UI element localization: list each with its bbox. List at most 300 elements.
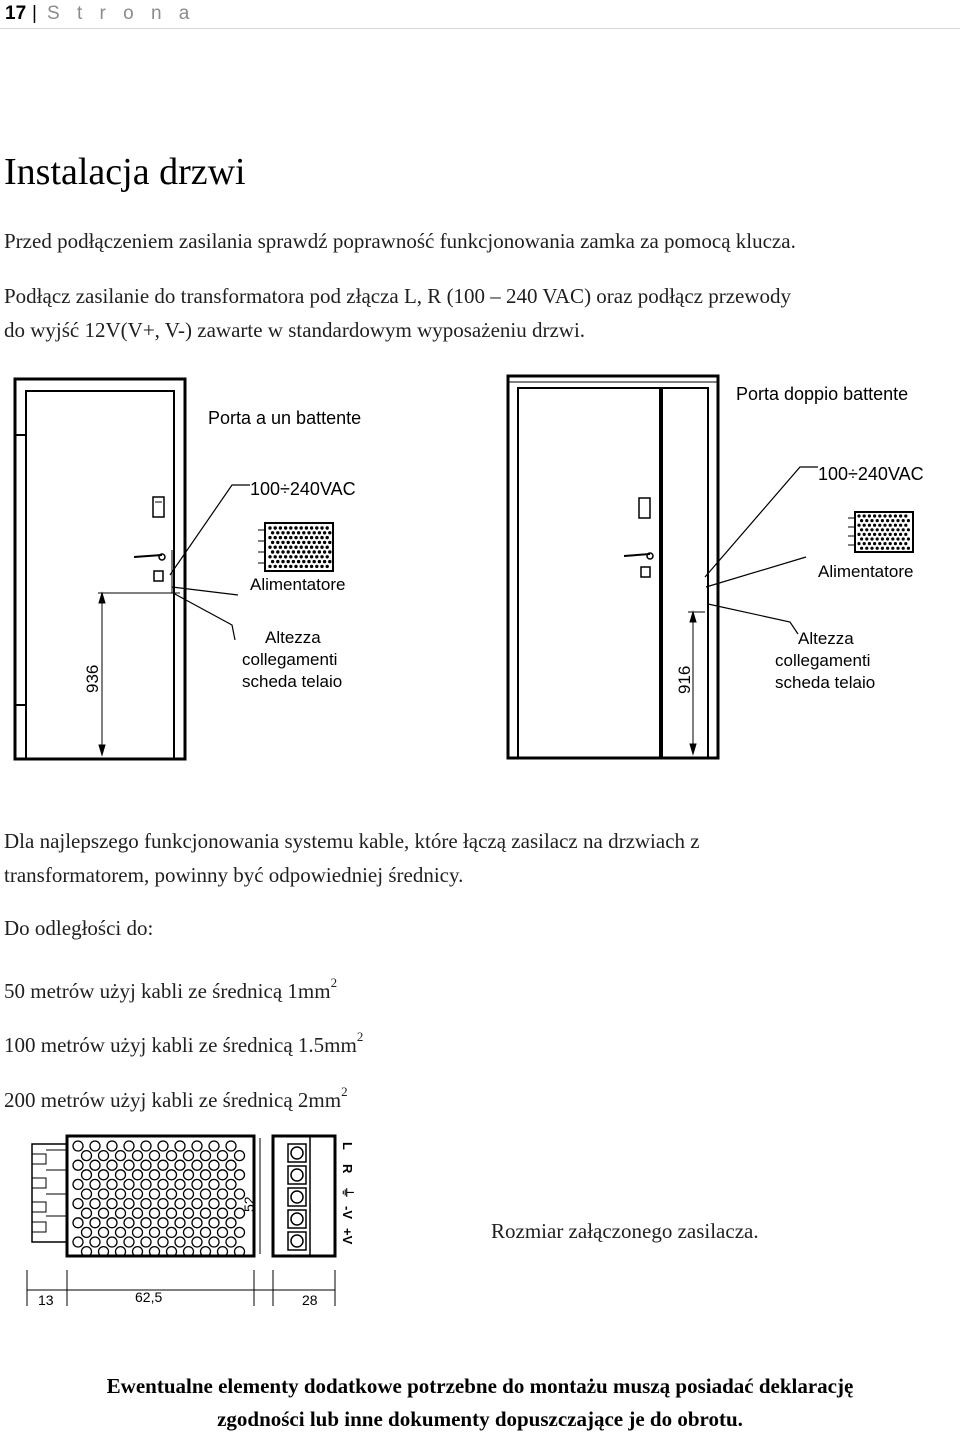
psu-dim-left: 13	[38, 1292, 54, 1308]
vent-hole	[175, 1179, 185, 1189]
vent-hole	[896, 537, 899, 540]
vent-hole	[889, 524, 892, 527]
vent-hole	[279, 546, 282, 549]
vent-hole	[902, 547, 905, 550]
vent-hole	[268, 536, 271, 539]
vent-hole	[268, 546, 271, 549]
vent-hole	[881, 528, 884, 531]
vent-hole	[226, 1160, 236, 1170]
vent-hole	[907, 547, 910, 550]
vent-hole	[318, 531, 321, 534]
vent-hole	[313, 550, 316, 553]
vent-hole	[865, 519, 868, 522]
vent-hole	[326, 565, 329, 568]
vent-hole	[876, 528, 879, 531]
vent-hole	[201, 1151, 211, 1161]
vent-hole	[289, 555, 292, 558]
paragraph-cables-line1: Dla najlepszego funkcjonowania systemu kable, które łączą zasilacz na drzwiach z	[4, 829, 700, 853]
vent-hole	[883, 533, 886, 536]
vent-hole	[886, 547, 889, 550]
vent-hole	[90, 1160, 100, 1170]
vent-hole	[218, 1151, 228, 1161]
vent-hole	[313, 541, 316, 544]
vent-hole	[300, 536, 303, 539]
vent-hole	[310, 546, 313, 549]
vent-hole	[175, 1199, 185, 1209]
vent-hole	[82, 1208, 92, 1218]
double-door-title: Porta doppio battente	[736, 384, 909, 404]
vent-hole	[307, 541, 310, 544]
vent-hole	[73, 1218, 83, 1228]
vent-hole	[281, 541, 284, 544]
vent-hole	[133, 1208, 143, 1218]
vent-hole	[82, 1170, 92, 1180]
vent-hole	[899, 524, 902, 527]
vent-hole	[90, 1179, 100, 1189]
cable-item-50m: 50 metrów użyj kabli ze średnicą $1mm^2$	[4, 975, 338, 1003]
vent-hole	[307, 531, 310, 534]
vent-hole	[158, 1199, 168, 1209]
vent-hole	[302, 550, 305, 553]
vent-hole	[860, 547, 863, 550]
vent-hole	[891, 519, 894, 522]
vent-hole	[328, 541, 331, 544]
vent-hole	[305, 526, 308, 529]
vent-hole	[124, 1160, 134, 1170]
vent-hole	[320, 546, 323, 549]
vent-hole	[107, 1237, 117, 1247]
terminal-label-ground: ⏚	[340, 1186, 355, 1200]
vent-hole	[896, 519, 899, 522]
vent-hole	[857, 533, 860, 536]
vent-hole	[302, 541, 305, 544]
vent-hole	[158, 1160, 168, 1170]
vent-hole	[82, 1227, 92, 1237]
vent-hole	[150, 1208, 160, 1218]
vent-hole	[124, 1199, 134, 1209]
vent-hole	[300, 565, 303, 568]
single-door-height-line3: scheda telaio	[242, 672, 343, 691]
vent-hole	[320, 555, 323, 558]
psu-dim-width: 62,5	[135, 1289, 163, 1305]
vent-hole	[289, 546, 292, 549]
vent-hole	[167, 1151, 177, 1161]
vent-hole	[235, 1170, 245, 1180]
vent-hole	[90, 1199, 100, 1209]
vent-hole	[305, 536, 308, 539]
vent-hole	[82, 1189, 92, 1199]
double-door-psu-label: Alimentatore	[818, 562, 914, 581]
vent-hole	[326, 536, 329, 539]
vent-hole	[192, 1237, 202, 1247]
vent-hole	[268, 565, 271, 568]
vent-hole	[284, 546, 287, 549]
vent-hole	[124, 1237, 134, 1247]
paragraph-cables-line2: transformatorem, powinny być odpowiedniej średnicy.	[4, 863, 464, 887]
vent-hole	[883, 524, 886, 527]
vent-hole	[192, 1160, 202, 1170]
vent-hole	[73, 1141, 83, 1151]
vent-hole	[235, 1151, 245, 1161]
vent-hole	[107, 1141, 117, 1151]
vent-hole	[326, 526, 329, 529]
vent-hole	[133, 1151, 143, 1161]
vent-hole	[292, 531, 295, 534]
vent-hole	[271, 531, 274, 534]
vent-hole	[294, 555, 297, 558]
single-door-dimension: 936	[83, 664, 102, 693]
cable-item-100m: 100 metrów użyj kabli ze średnicą $1.5mm^2$	[4, 1029, 364, 1057]
vent-hole	[289, 565, 292, 568]
single-door-height-line1: Altezza	[265, 628, 321, 647]
vent-hole	[323, 560, 326, 563]
vent-hole	[82, 1151, 92, 1161]
vent-hole	[284, 565, 287, 568]
vent-hole	[292, 550, 295, 553]
vent-hole	[870, 537, 873, 540]
vent-hole	[107, 1160, 117, 1170]
vent-hole	[870, 547, 873, 550]
vent-hole	[116, 1189, 126, 1199]
vent-hole	[307, 550, 310, 553]
vent-hole	[305, 546, 308, 549]
vent-hole	[883, 514, 886, 517]
vent-hole	[201, 1208, 211, 1218]
page-separator: |	[32, 3, 37, 24]
vent-hole	[271, 541, 274, 544]
vent-hole	[894, 524, 897, 527]
vent-hole	[297, 541, 300, 544]
double-door-dimension: 916	[675, 665, 694, 694]
vent-hole	[184, 1227, 194, 1237]
vent-hole	[891, 537, 894, 540]
vent-hole	[287, 560, 290, 563]
vent-hole	[899, 514, 902, 517]
vent-hole	[907, 519, 910, 522]
vent-hole	[297, 550, 300, 553]
vent-hole	[300, 546, 303, 549]
vent-hole	[328, 531, 331, 534]
vent-hole	[150, 1189, 160, 1199]
vent-hole	[318, 541, 321, 544]
vent-hole	[857, 542, 860, 545]
single-door-psu-label: Alimentatore	[250, 575, 346, 594]
vent-hole	[868, 514, 871, 517]
vent-hole	[167, 1208, 177, 1218]
vent-hole	[284, 536, 287, 539]
vent-hole	[899, 533, 902, 536]
vent-hole	[881, 537, 884, 540]
vent-hole	[158, 1179, 168, 1189]
vent-hole	[292, 541, 295, 544]
vent-hole	[305, 565, 308, 568]
vent-hole	[271, 560, 274, 563]
vent-hole	[175, 1237, 185, 1247]
vent-hole	[320, 565, 323, 568]
vent-hole	[268, 526, 271, 529]
vent-hole	[313, 531, 316, 534]
vent-hole	[287, 531, 290, 534]
vent-hole	[902, 537, 905, 540]
vent-hole	[268, 555, 271, 558]
vent-hole	[865, 547, 868, 550]
terminal-label-v-plus: +V	[340, 1228, 355, 1245]
vent-hole	[274, 526, 277, 529]
vent-hole	[141, 1179, 151, 1189]
vent-hole	[320, 536, 323, 539]
page-number: 17	[5, 3, 27, 24]
double-door-height-line3: scheda telaio	[775, 673, 876, 692]
vent-hole	[315, 555, 318, 558]
vent-hole	[107, 1179, 117, 1189]
vent-hole	[141, 1141, 151, 1151]
vent-hole	[73, 1179, 83, 1189]
double-door-height-line2: collegamenti	[775, 651, 871, 670]
vent-hole	[107, 1199, 117, 1209]
paragraph-connect-line1: Podłącz zasilanie do transformatora pod złącza L, R (100 – 240 VAC) oraz podłącz przewody	[4, 284, 792, 308]
vent-hole	[310, 565, 313, 568]
vent-hole	[90, 1237, 100, 1247]
vent-hole	[863, 533, 866, 536]
psu-dim-side: 28	[302, 1292, 318, 1308]
vent-hole	[294, 536, 297, 539]
vent-hole	[904, 542, 907, 545]
vent-hole	[271, 550, 274, 553]
terminal-screw-head	[291, 1213, 303, 1225]
vent-hole	[218, 1208, 228, 1218]
vent-hole	[226, 1237, 236, 1247]
vent-hole	[300, 526, 303, 529]
vent-hole	[274, 536, 277, 539]
vent-hole	[315, 565, 318, 568]
double-door-voltage: 100÷240VAC	[818, 464, 924, 484]
terminal-label-r: R	[340, 1164, 355, 1174]
vent-hole	[289, 526, 292, 529]
vent-hole	[116, 1227, 126, 1237]
vent-hole	[192, 1218, 202, 1228]
vent-hole	[294, 546, 297, 549]
page-word: S t r o n a	[47, 3, 196, 24]
psu-dimension-drawing	[10, 1130, 360, 1320]
vent-hole	[124, 1141, 134, 1151]
page-header	[0, 0, 960, 29]
vent-hole	[167, 1227, 177, 1237]
vent-hole	[891, 547, 894, 550]
vent-hole	[192, 1141, 202, 1151]
terminal-label-v-minus: -V	[340, 1206, 355, 1219]
vent-hole	[274, 555, 277, 558]
vent-hole	[226, 1218, 236, 1228]
paragraph-connect-line2: do wyjść 12V(V+, V-) zawarte w standardowym wyposażeniu drzwi.	[4, 318, 586, 342]
vent-hole	[318, 560, 321, 563]
vent-hole	[90, 1218, 100, 1228]
vent-hole	[226, 1141, 236, 1151]
vent-hole	[860, 519, 863, 522]
vent-hole	[276, 531, 279, 534]
vent-hole	[323, 531, 326, 534]
vent-hole	[902, 528, 905, 531]
vent-hole	[209, 1218, 219, 1228]
vent-hole	[305, 555, 308, 558]
vent-hole	[896, 547, 899, 550]
vent-hole	[876, 537, 879, 540]
vent-hole	[281, 531, 284, 534]
vent-hole	[287, 541, 290, 544]
vent-hole	[226, 1199, 236, 1209]
vent-hole	[302, 531, 305, 534]
vent-hole	[894, 542, 897, 545]
vent-hole	[133, 1170, 143, 1180]
vent-hole	[894, 514, 897, 517]
vent-hole	[889, 533, 892, 536]
vent-hole	[279, 555, 282, 558]
vent-hole	[328, 560, 331, 563]
vent-hole	[904, 533, 907, 536]
vent-hole	[294, 565, 297, 568]
vent-hole	[894, 533, 897, 536]
single-door-height-line2: collegamenti	[242, 650, 338, 669]
vent-hole	[889, 542, 892, 545]
vent-hole	[158, 1237, 168, 1247]
vent-hole	[209, 1160, 219, 1170]
vent-hole	[73, 1237, 83, 1247]
vent-hole	[99, 1208, 109, 1218]
vent-hole	[279, 565, 282, 568]
vent-hole	[281, 560, 284, 563]
vent-hole	[276, 541, 279, 544]
vent-hole	[857, 514, 860, 517]
vent-hole	[310, 536, 313, 539]
section-title: Instalacja drzwi	[4, 151, 246, 193]
vent-hole	[226, 1179, 236, 1189]
vent-hole	[201, 1189, 211, 1199]
vent-hole	[328, 550, 331, 553]
vent-hole	[90, 1141, 100, 1151]
vent-hole	[141, 1199, 151, 1209]
vent-hole	[284, 526, 287, 529]
vent-hole	[276, 550, 279, 553]
vent-hole	[184, 1208, 194, 1218]
vent-hole	[899, 542, 902, 545]
terminal-label-l: L	[340, 1142, 355, 1150]
vent-hole	[167, 1170, 177, 1180]
vent-hole	[326, 546, 329, 549]
vent-hole	[274, 565, 277, 568]
vent-hole	[318, 550, 321, 553]
vent-hole	[315, 526, 318, 529]
vent-hole	[133, 1189, 143, 1199]
vent-hole	[320, 526, 323, 529]
vent-hole	[284, 555, 287, 558]
terminal-screw-head	[291, 1191, 303, 1203]
vent-hole	[184, 1151, 194, 1161]
vent-hole	[192, 1199, 202, 1209]
vent-hole	[184, 1170, 194, 1180]
vent-hole	[873, 533, 876, 536]
vent-hole	[116, 1151, 126, 1161]
paragraph-check-lock: Przed podłączeniem zasilania sprawdź poprawność funkcjonowania zamka za pomocą klucza.	[4, 229, 796, 253]
vent-hole	[870, 519, 873, 522]
vent-hole	[323, 541, 326, 544]
final-note-line1: Ewentualne elementy dodatkowe potrzebne do montażu muszą posiadać deklarację	[106, 1374, 854, 1398]
vent-hole	[175, 1218, 185, 1228]
vent-hole	[201, 1170, 211, 1180]
vent-hole	[902, 519, 905, 522]
vent-hole	[860, 537, 863, 540]
vent-hole	[209, 1199, 219, 1209]
vent-hole	[315, 546, 318, 549]
vent-hole	[878, 524, 881, 527]
vent-hole	[310, 526, 313, 529]
vent-hole	[276, 560, 279, 563]
vent-hole	[881, 519, 884, 522]
cable-item-200m: 200 metrów użyj kabli ze średnicą $2mm^2$	[4, 1084, 348, 1112]
terminal-screw-head	[291, 1147, 303, 1159]
vent-hole	[863, 542, 866, 545]
vent-hole	[167, 1189, 177, 1199]
vent-hole	[904, 524, 907, 527]
vent-hole	[886, 519, 889, 522]
vent-hole	[876, 547, 879, 550]
single-door-title: Porta a un battente	[208, 408, 362, 428]
single-door-voltage: 100÷240VAC	[250, 479, 356, 499]
vent-hole	[300, 555, 303, 558]
vent-hole	[896, 528, 899, 531]
vent-hole	[73, 1160, 83, 1170]
vent-hole	[294, 526, 297, 529]
vent-hole	[192, 1179, 202, 1189]
vent-hole	[184, 1189, 194, 1199]
vent-hole	[868, 524, 871, 527]
vent-hole	[878, 542, 881, 545]
vent-hole	[73, 1199, 83, 1209]
vent-hole	[873, 542, 876, 545]
vent-hole	[292, 560, 295, 563]
vent-hole	[289, 536, 292, 539]
vent-hole	[99, 1189, 109, 1199]
vent-hole	[279, 526, 282, 529]
vent-hole	[878, 514, 881, 517]
psu-caption: Rozmiar załączonego zasilacza.	[491, 1219, 759, 1243]
vent-hole	[904, 514, 907, 517]
vent-hole	[99, 1170, 109, 1180]
vent-hole	[889, 514, 892, 517]
vent-hole	[201, 1227, 211, 1237]
vent-hole	[209, 1237, 219, 1247]
vent-hole	[860, 528, 863, 531]
vent-hole	[878, 533, 881, 536]
vent-hole	[158, 1141, 168, 1151]
final-note-line2: zgodności lub inne dokumenty dopuszczające je do obrotu.	[217, 1407, 743, 1431]
vent-hole	[99, 1227, 109, 1237]
vent-hole	[891, 528, 894, 531]
vent-hole	[116, 1208, 126, 1218]
psu-dim-height: 52	[241, 1196, 257, 1212]
vent-hole	[235, 1227, 245, 1237]
vent-hole	[886, 528, 889, 531]
vent-hole	[218, 1189, 228, 1199]
vent-hole	[274, 546, 277, 549]
vent-hole	[141, 1237, 151, 1247]
vent-hole	[302, 560, 305, 563]
vent-hole	[310, 555, 313, 558]
vent-hole	[281, 550, 284, 553]
vent-hole	[873, 514, 876, 517]
vent-hole	[99, 1151, 109, 1161]
terminal-screw-head	[291, 1235, 303, 1247]
vent-hole	[881, 547, 884, 550]
vent-hole	[209, 1179, 219, 1189]
